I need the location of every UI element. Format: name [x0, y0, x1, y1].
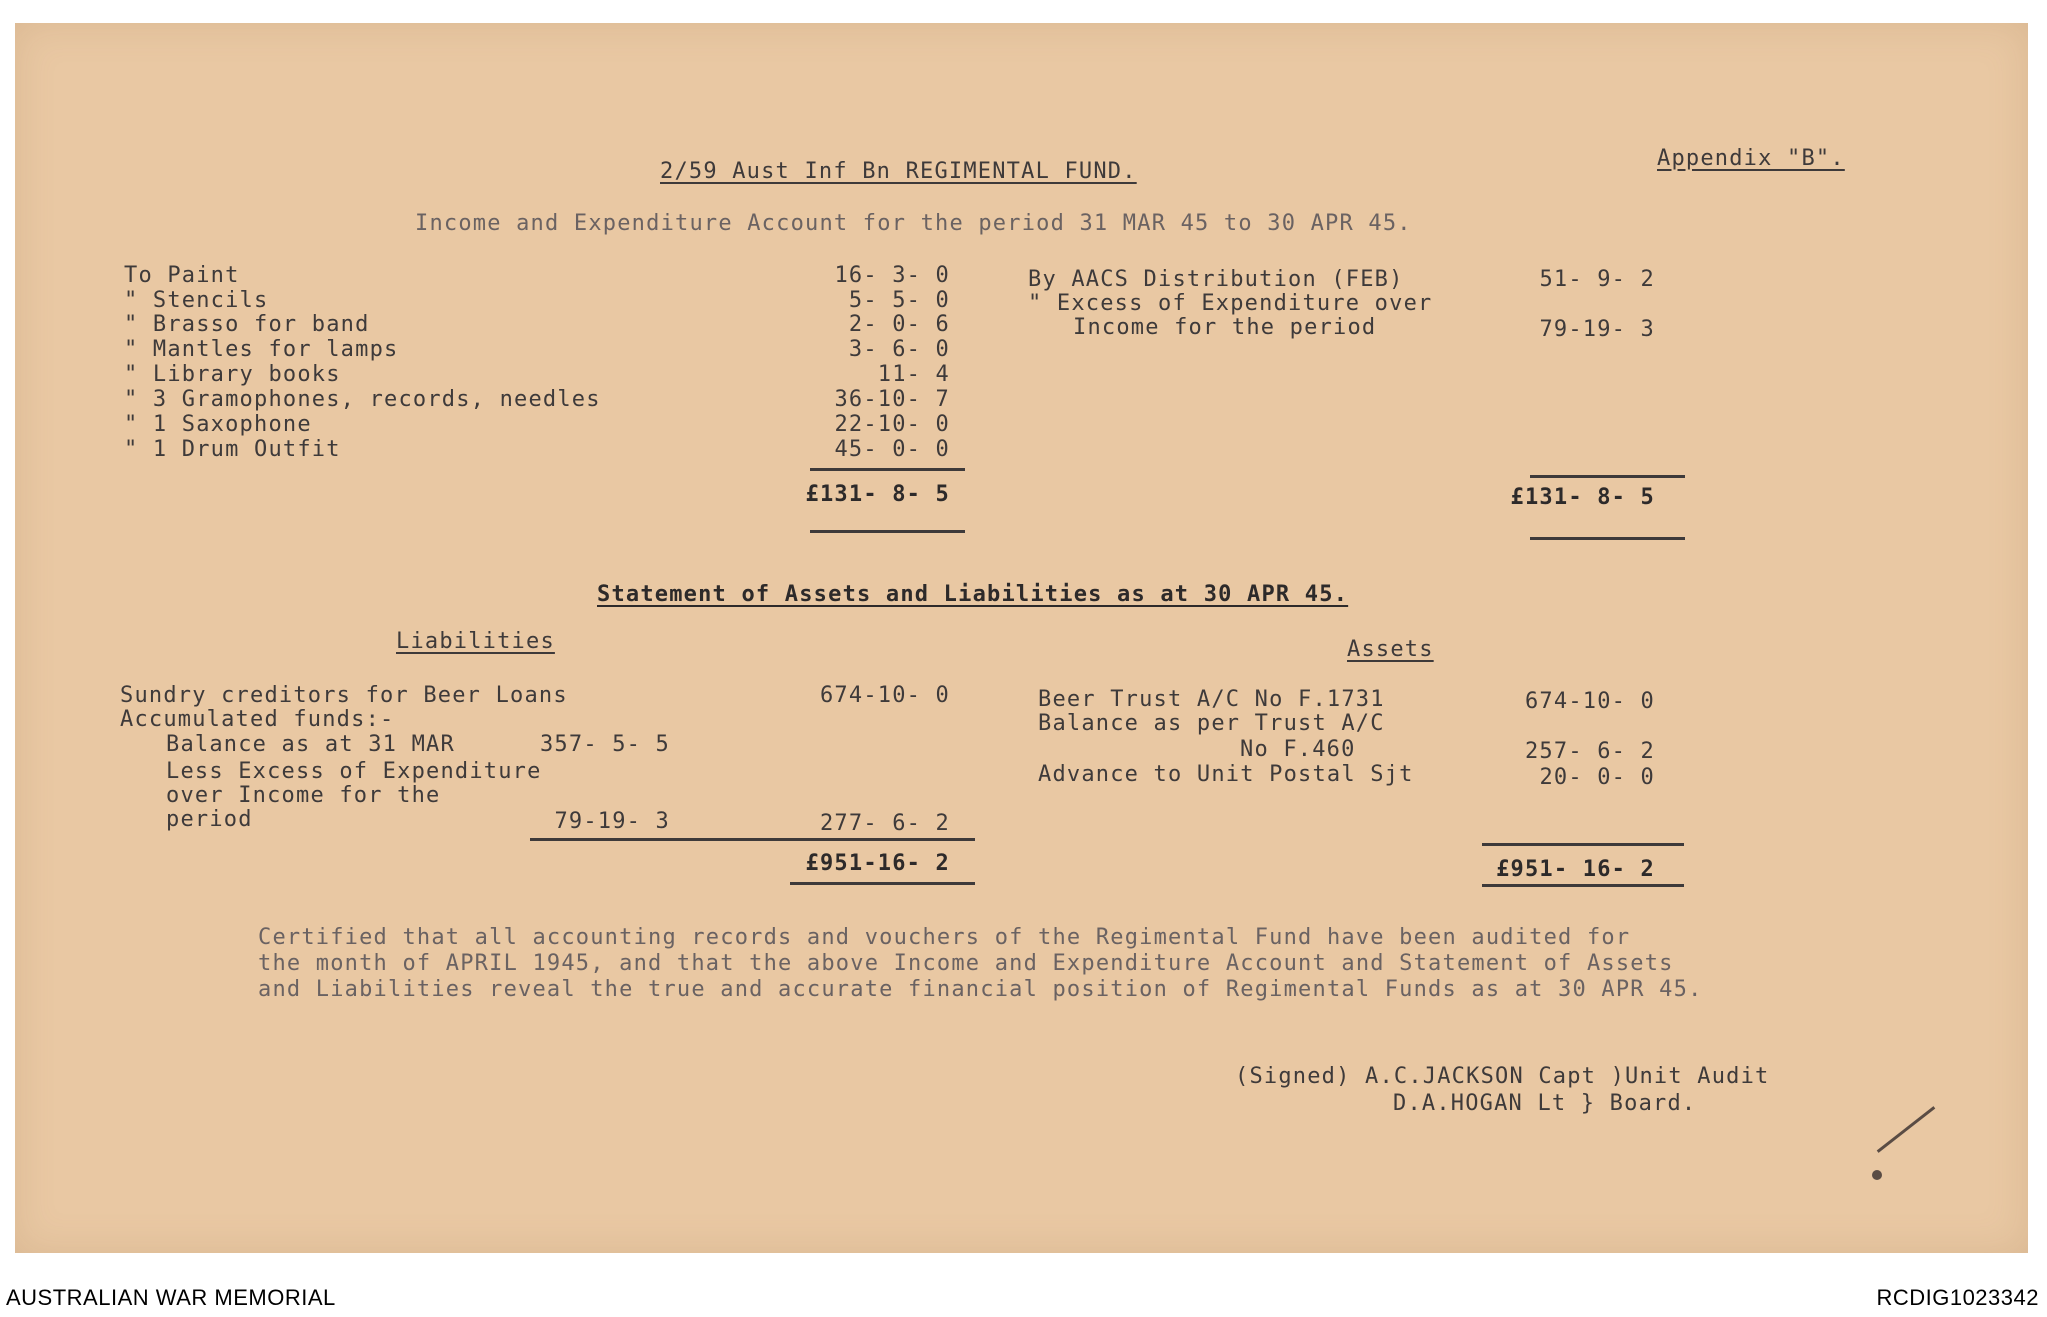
expenditure-label: To Paint [124, 263, 240, 288]
expenditure-amount: 22-10- 0 [834, 412, 950, 437]
expenditure-label: " 1 Drum Outfit [124, 437, 341, 462]
income-amount: 51- 9- 2 [1539, 267, 1655, 292]
appendix-label: Appendix "B". [1657, 146, 1845, 171]
expenditure-amount: 3- 6- 0 [848, 337, 950, 362]
liability-amount: 674-10- 0 [819, 683, 950, 708]
expenditure-label: " Stencils [124, 288, 269, 313]
assets-heading: Assets [1347, 637, 1434, 662]
expenditure-label: " 1 Saxophone [124, 412, 312, 437]
liabilities-heading: Liabilities [396, 629, 555, 654]
archive-id: RCDIG1023342 [1876, 1285, 2039, 1310]
asset-label: No F.460 [1240, 737, 1356, 762]
asset-amount: 674-10- 0 [1524, 689, 1655, 714]
expenditure-amount: 11- 4 [877, 362, 950, 387]
liability-label: Less Excess of Expenditure [166, 759, 542, 784]
certification-line: and Liabilities reveal the true and accurate financial position of Regimental Funds as at 30 APR 45. [258, 977, 1703, 1002]
asset-amount: 257- 6- 2 [1524, 739, 1655, 764]
expenditure-amount: 16- 3- 0 [834, 263, 950, 288]
fund-title: 2/59 Aust Inf Bn REGIMENTAL FUND. [660, 159, 1137, 184]
expenditure-label: " Mantles for lamps [124, 337, 399, 362]
liability-label: Balance as at 31 MAR [166, 732, 455, 757]
asset-amount: 20- 0- 0 [1539, 765, 1655, 790]
signature-line: D.A.HOGAN Lt } Board. [1393, 1091, 1697, 1116]
income-amount: 79-19- 3 [1539, 317, 1655, 342]
liability-amount: 357- 5- 5 [539, 732, 670, 757]
liability-amount: 277- 6- 2 [819, 811, 950, 836]
subtotal-rule [1482, 843, 1684, 846]
income-label: By AACS Distribution (FEB) [1028, 267, 1404, 292]
expenditure-label: " Library books [124, 362, 341, 387]
income-label: Income for the period [1073, 315, 1377, 340]
liability-label: over Income for the [166, 783, 441, 808]
total-rule [790, 882, 975, 885]
certification-line: Certified that all accounting records and vouchers of the Regimental Fund have been audited for [258, 925, 1631, 950]
liability-label: Accumulated funds:- [120, 707, 395, 732]
expenditure-amount: 36-10- 7 [834, 387, 950, 412]
liability-label: Sundry creditors for Beer Loans [120, 683, 568, 708]
liability-amount: 79-19- 3 [554, 809, 670, 834]
subtotal-rule [810, 468, 965, 471]
expenditure-amount: 2- 0- 6 [848, 312, 950, 337]
income-label: " Excess of Expenditure over [1028, 291, 1433, 316]
total-rule [810, 530, 965, 533]
expenditure-amount: 5- 5- 0 [848, 288, 950, 313]
paper-mark [1872, 1170, 1882, 1180]
assets-total: £951- 16- 2 [1496, 857, 1655, 882]
expenditure-amount: 45- 0- 0 [834, 437, 950, 462]
statement-title: Statement of Assets and Liabilities as at 30 APR 45. [597, 582, 1349, 607]
expenditure-label: " Brasso for band [124, 312, 370, 337]
subtotal-rule [530, 838, 975, 841]
total-rule [1530, 537, 1685, 540]
subtotal-rule [1530, 475, 1685, 478]
asset-label: Balance as per Trust A/C [1038, 711, 1385, 736]
archive-credit: AUSTRALIAN WAR MEMORIAL [6, 1285, 336, 1310]
total-rule [1482, 884, 1684, 887]
certification-line: the month of APRIL 1945, and that the above Income and Expenditure Account and Statement of Assets [258, 951, 1674, 976]
liability-label: period [166, 807, 253, 832]
income-total: £131- 8- 5 [1510, 485, 1655, 510]
asset-label: Advance to Unit Postal Sjt [1038, 762, 1414, 787]
account-subtitle: Income and Expenditure Account for the period 31 MAR 45 to 30 APR 45. [415, 211, 1412, 236]
expenditure-label: " 3 Gramophones, records, needles [124, 387, 601, 412]
liabilities-total: £951-16- 2 [805, 851, 950, 876]
asset-label: Beer Trust A/C No F.1731 [1038, 687, 1385, 712]
signature-line: (Signed) A.C.JACKSON Capt )Unit Audit [1235, 1064, 1770, 1089]
expenditure-total: £131- 8- 5 [805, 482, 950, 507]
